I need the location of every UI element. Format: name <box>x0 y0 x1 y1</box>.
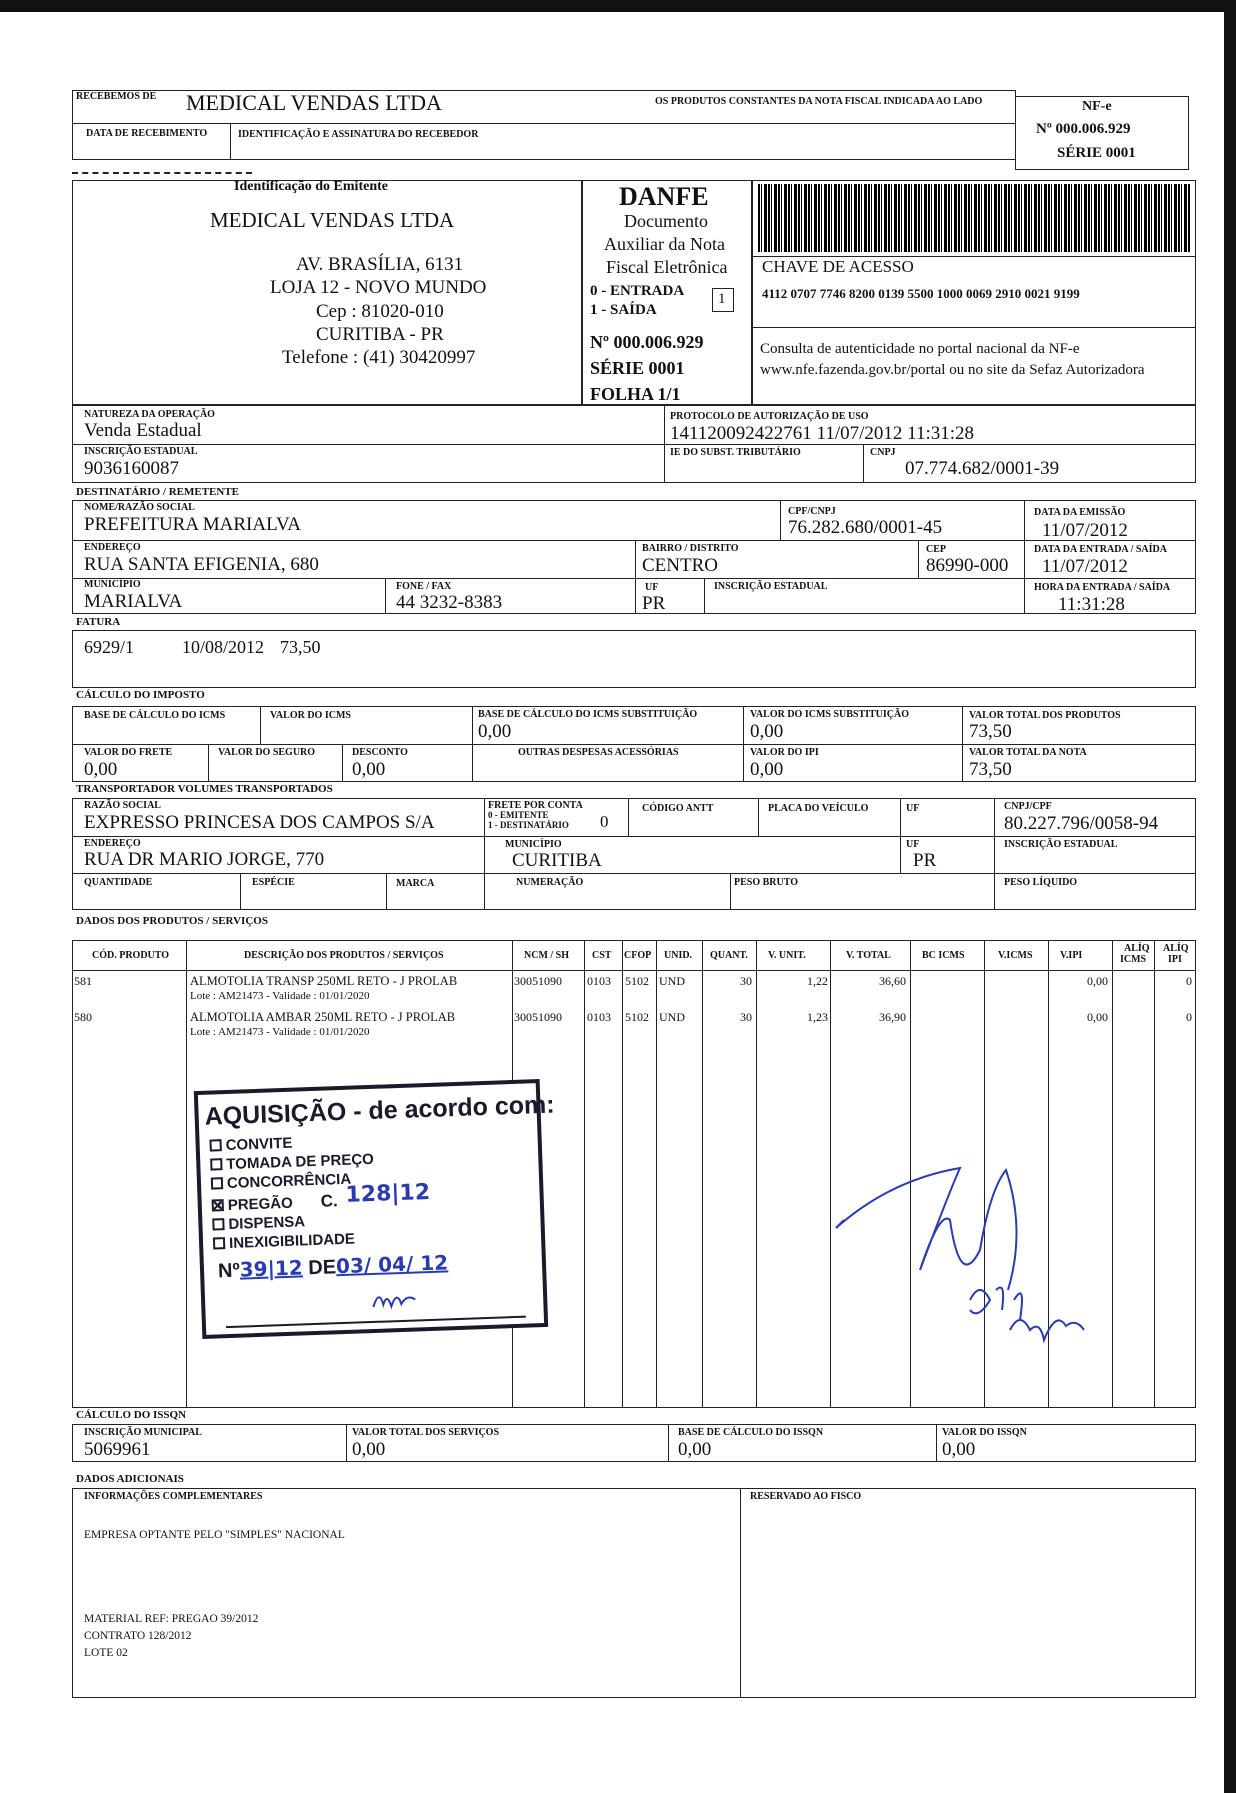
trans-cnpj-label: CNPJ/CPF <box>1004 801 1052 812</box>
frete: 0,00 <box>84 759 118 780</box>
emitente-header: Identificação do Emitente <box>234 179 388 194</box>
desconto-label: DESCONTO <box>352 747 408 758</box>
issqn-serv: 0,00 <box>352 1439 386 1460</box>
emitente-complemento: LOJA 12 - NOVO MUNDO <box>270 277 487 298</box>
col-cfop: CFOP <box>624 950 652 961</box>
frete-label: VALOR DO FRETE <box>84 747 173 758</box>
danfe-serie: SÉRIE 0001 <box>590 358 685 378</box>
checkbox-icon <box>212 1218 224 1230</box>
table-row-vtotal: 36,90 <box>879 1010 906 1024</box>
dest-bairro: CENTRO <box>642 555 718 576</box>
dest-fone: 44 3232-8383 <box>396 592 503 613</box>
trans-razao: EXPRESSO PRINCESA DOS CAMPOS S/A <box>84 812 435 833</box>
bc-icms-label: BASE DE CÁLCULO DO ICMS <box>84 710 226 721</box>
col-aliq-ipi-1: ALÍQ <box>1163 943 1189 954</box>
ie-st-label: IE DO SUBST. TRIBUTÁRIO <box>670 447 801 458</box>
dest-cpf-label: CPF/CNPJ <box>788 506 836 517</box>
canhoto-emitente: MEDICAL VENDAS LTDA <box>186 90 442 115</box>
natureza-label: NATUREZA DA OPERAÇÃO <box>84 409 215 420</box>
col-aliq-ipi-2: IPI <box>1168 954 1182 965</box>
stamp-option: CONVITE <box>209 1129 428 1156</box>
table-row-cst: 0103 <box>587 1010 611 1024</box>
protocolo-value: 141120092422761 11/07/2012 11:31:28 <box>670 423 974 444</box>
col-vipi: V.IPI <box>1060 950 1083 961</box>
emitente-nome: MEDICAL VENDAS LTDA <box>210 208 455 232</box>
col-aliq-icms-1: ALÍQ <box>1124 943 1150 954</box>
dest-entrada-label: DATA DA ENTRADA / SAÍDA <box>1034 544 1167 555</box>
table-row-ncm: 30051090 <box>514 1010 562 1024</box>
bc-st: 0,00 <box>478 721 512 742</box>
canhoto-produtos-label: OS PRODUTOS CONSTANTES DA NOTA FISCAL INDICADA AO LADO <box>655 96 983 107</box>
dest-endereco-label: ENDEREÇO <box>84 542 141 553</box>
dest-cep: 86990-000 <box>926 555 1009 576</box>
transportador-section: TRANSPORTADOR VOLUMES TRANSPORTADOS <box>76 783 333 795</box>
trans-placa-label: PLACA DO VEÍCULO <box>768 803 869 814</box>
trans-especie-label: ESPÉCIE <box>252 877 295 888</box>
dest-municipio: MARIALVA <box>84 591 183 612</box>
stamp-rubric <box>371 1283 420 1313</box>
v-st: 0,00 <box>750 721 784 742</box>
adicionais-section: DADOS ADICIONAIS <box>76 1473 184 1485</box>
ipi: 0,00 <box>750 759 784 780</box>
emitente-cidade: CURITIBA - PR <box>316 324 444 345</box>
cut-line <box>72 172 252 174</box>
desconto: 0,00 <box>352 759 386 780</box>
ie-label: INSCRIÇÃO ESTADUAL <box>84 446 198 457</box>
table-row-vipi: 0,00 <box>1087 1010 1108 1024</box>
canhoto-nfe: NF-e <box>1082 99 1112 114</box>
stamp-n-value: 39|12 <box>239 1255 304 1282</box>
trans-liquido-label: PESO LÍQUIDO <box>1004 877 1078 888</box>
table-row-cod: 581 <box>74 974 92 988</box>
stamp-option: CONCORRÊNCIA <box>211 1167 430 1194</box>
imposto-section: CÁLCULO DO IMPOSTO <box>76 689 205 701</box>
table-row-vtotal: 36,60 <box>879 974 906 988</box>
checkbox-icon <box>211 1177 223 1189</box>
trans-numeracao-label: NUMERAÇÃO <box>516 877 584 888</box>
table-row-vunit: 1,22 <box>807 974 828 988</box>
bc-st-label: BASE DE CÁLCULO DO ICMS SUBSTITUIÇÃO <box>478 709 698 720</box>
info-ref2: CONTRATO 128/2012 <box>84 1630 192 1642</box>
dest-ie-label: INSCRIÇÃO ESTADUAL <box>714 581 828 592</box>
dest-endereco: RUA SANTA EFIGENIA, 680 <box>84 554 319 575</box>
cnpj-value: 07.774.682/0001-39 <box>905 458 1060 479</box>
dest-hora-label: HORA DA ENTRADA / SAÍDA <box>1034 582 1171 593</box>
table-row-vunit: 1,23 <box>807 1010 828 1024</box>
table-row-desc: ALMOTOLIA TRANSP 250ML RETO - J PROLAB <box>190 974 458 988</box>
v-prod: 73,50 <box>969 721 1012 742</box>
fatura-section: FATURA <box>76 616 121 628</box>
aquisicao-stamp <box>194 1079 556 1339</box>
dest-bairro-label: BAIRRO / DISTRITO <box>642 543 739 554</box>
scan-edge-top <box>0 0 1236 12</box>
col-vtotal: V. TOTAL <box>846 950 891 961</box>
table-row-cst: 0103 <box>587 974 611 988</box>
scan-edge-right <box>1224 0 1236 1793</box>
trans-endereco-label: ENDEREÇO <box>84 838 141 849</box>
col-aliq-icms-2: ICMS <box>1120 954 1147 965</box>
table-row-quant: 30 <box>740 974 752 988</box>
seguro-label: VALOR DO SEGURO <box>218 747 316 758</box>
v-st-label: VALOR DO ICMS SUBSTITUIÇÃO <box>750 709 910 720</box>
nota: 73,50 <box>969 759 1012 780</box>
issqn-bc-label: BASE DE CÁLCULO DO ISSQN <box>678 1427 824 1438</box>
chave-consulta1: Consulta de autenticidade no portal nacional da NF-e <box>760 341 1080 357</box>
dest-emissao-label: DATA DA EMISSÃO <box>1034 507 1126 518</box>
produtos-section: DADOS DOS PRODUTOS / SERVIÇOS <box>76 915 268 927</box>
fatura-vencimento: 10/08/2012 <box>182 637 265 657</box>
data-recebimento-label: DATA DE RECEBIMENTO <box>86 128 208 139</box>
trans-antt-label: CÓDIGO ANTT <box>642 803 714 814</box>
trans-marca-label: MARCA <box>396 878 435 889</box>
trans-razao-label: RAZÃO SOCIAL <box>84 800 161 811</box>
fatura-valor: 73,50 <box>280 637 321 657</box>
trans-municipio-label: MUNICÍPIO <box>505 839 562 850</box>
col-cod: CÓD. PRODUTO <box>92 950 170 961</box>
emitente-endereco: AV. BRASÍLIA, 6131 <box>296 254 464 275</box>
chave-consulta2: www.nfe.fazenda.gov.br/portal ou no site da Sefaz Autorizadora <box>760 362 1145 378</box>
issqn-box <box>72 1424 1196 1462</box>
danfe-entrada: 0 - ENTRADA <box>590 283 685 299</box>
issqn-im: 5069961 <box>84 1439 151 1460</box>
dest-hora: 11:31:28 <box>1058 594 1125 615</box>
trans-frete-opt0: 0 - EMITENTE <box>488 810 549 820</box>
info-ref1: MATERIAL REF: PREGAO 39/2012 <box>84 1613 259 1625</box>
dest-entrada: 11/07/2012 <box>1042 556 1128 577</box>
danfe-l1: Documento <box>624 211 708 231</box>
table-row-ncm: 30051090 <box>514 974 562 988</box>
table-row-quant: 30 <box>740 1010 752 1024</box>
trans-uf-label: UF <box>906 803 920 814</box>
stamp-signature-line <box>226 1316 526 1328</box>
trans-qtd-label: QUANTIDADE <box>84 877 153 888</box>
issqn-bc: 0,00 <box>678 1439 712 1460</box>
checkbox-icon <box>210 1158 222 1170</box>
info-simples: EMPRESA OPTANTE PELO "SIMPLES" NACIONAL <box>84 1529 345 1541</box>
emitente-telefone: Telefone : (41) 30420997 <box>282 347 476 368</box>
col-vicms: V.ICMS <box>998 950 1033 961</box>
checkbox-icon <box>209 1139 221 1151</box>
table-row-cod: 580 <box>74 1010 92 1024</box>
dest-municipio-label: MUNICÍPIO <box>84 579 141 590</box>
identificacao-recebedor-label: IDENTIFICAÇÃO E ASSINATURA DO RECEBEDOR <box>238 129 479 140</box>
table-row-unid: UND <box>659 974 685 988</box>
natureza-value: Venda Estadual <box>84 420 202 441</box>
dest-nome-label: NOME/RAZÃO SOCIAL <box>84 502 195 513</box>
danfe-saida: 1 - SAÍDA <box>590 302 657 318</box>
issqn-serv-label: VALOR TOTAL DOS SERVIÇOS <box>352 1427 500 1438</box>
emitente-cep: Cep : 81020-010 <box>316 301 444 322</box>
table-row-cfop: 5102 <box>625 974 649 988</box>
handwritten-signature <box>830 1150 1100 1370</box>
col-bcicms: BC ICMS <box>922 950 965 961</box>
dest-fone-label: FONE / FAX <box>396 581 452 592</box>
col-vunit: V. UNIT. <box>768 950 806 961</box>
stamp-c-value: 128|12 <box>345 1179 431 1208</box>
v-icms-label: VALOR DO ICMS <box>270 710 351 721</box>
canhoto-serie: SÉRIE 0001 <box>1057 145 1136 161</box>
stamp-title: AQUISIÇÃO - de acordo com: <box>204 1090 556 1131</box>
col-ncm: NCM / SH <box>524 950 569 961</box>
col-quant: QUANT. <box>710 950 748 961</box>
issqn-section: CÁLCULO DO ISSQN <box>76 1409 187 1421</box>
danfe-tipo: 1 <box>718 291 726 307</box>
stamp-option: PREGÃO C. 128|12 <box>211 1186 430 1216</box>
dest-uf: PR <box>642 593 666 614</box>
dest-emissao: 11/07/2012 <box>1042 520 1128 541</box>
table-row-lote: Lote : AM21473 - Validade : 01/01/2020 <box>190 1026 370 1038</box>
table-row-cfop: 5102 <box>625 1010 649 1024</box>
chave-value: 4112 0707 7746 8200 0139 5500 1000 0069 2910 0021 9199 <box>762 286 1080 301</box>
dest-cpf: 76.282.680/0001-45 <box>788 517 943 538</box>
trans-ie-label: INSCRIÇÃO ESTADUAL <box>1004 839 1118 850</box>
stamp-data-value: 03/ 04/ 12 <box>335 1250 449 1279</box>
issqn-v: 0,00 <box>942 1439 976 1460</box>
trans-cnpj: 80.227.796/0058-94 <box>1004 813 1159 834</box>
v-prod-label: VALOR TOTAL DOS PRODUTOS <box>969 710 1121 721</box>
issqn-im-label: INSCRIÇÃO MUNICIPAL <box>84 1427 202 1438</box>
recebemos-label: RECEBEMOS DE <box>76 91 157 102</box>
dest-uf-label: UF <box>645 582 659 593</box>
dest-nome: PREFEITURA MARIALVA <box>84 514 301 535</box>
table-row-desc: ALMOTOLIA AMBAR 250ML RETO - J PROLAB <box>190 1010 456 1024</box>
stamp-options <box>209 1129 432 1254</box>
protocolo-label: PROTOCOLO DE AUTORIZAÇÃO DE USO <box>670 411 869 422</box>
col-unid: UNID. <box>664 950 693 961</box>
issqn-v-label: VALOR DO ISSQN <box>942 1427 1027 1438</box>
table-row-lote: Lote : AM21473 - Validade : 01/01/2020 <box>190 990 370 1002</box>
chave-label: CHAVE DE ACESSO <box>762 257 914 276</box>
fisco-label: RESERVADO AO FISCO <box>750 1491 862 1502</box>
destinatario-section: DESTINATÁRIO / REMETENTE <box>76 486 239 498</box>
dest-cep-label: CEP <box>926 544 946 555</box>
trans-frete-opt1: 1 - DESTINATÁRIO <box>488 820 569 830</box>
ie-value: 9036160087 <box>84 458 179 479</box>
trans-bruto-label: PESO BRUTO <box>734 877 798 888</box>
table-row-vipi: 0,00 <box>1087 974 1108 988</box>
danfe-l2: Auxiliar da Nota <box>604 234 725 254</box>
trans-frete: 0 <box>600 812 609 831</box>
stamp-option: TOMADA DE PREÇO <box>210 1148 429 1175</box>
outras-label: OUTRAS DESPESAS ACESSÓRIAS <box>518 747 679 758</box>
info-ref3: LOTE 02 <box>84 1647 128 1659</box>
trans-municipio: CURITIBA <box>512 850 602 871</box>
canhoto-numero: Nº 000.006.929 <box>1036 121 1131 137</box>
danfe-l3: Fiscal Eletrônica <box>606 257 728 277</box>
cnpj-label: CNPJ <box>870 447 896 458</box>
trans-uf2-label: UF <box>906 839 920 850</box>
danfe-title: DANFE <box>619 182 709 211</box>
col-desc: DESCRIÇÃO DOS PRODUTOS / SERVIÇOS <box>244 950 444 961</box>
stamp-option: INEXIGIBILIDADE <box>213 1227 432 1254</box>
danfe-numero: Nº 000.006.929 <box>590 332 704 352</box>
trans-frete-label: FRETE POR CONTA <box>488 800 583 811</box>
table-row-aliq-ipi: 0 <box>1186 974 1192 988</box>
trans-uf2: PR <box>913 850 937 871</box>
checkbox-icon <box>213 1237 225 1249</box>
danfe-folha: FOLHA 1/1 <box>590 384 681 404</box>
fatura-numero: 6929/1 <box>84 637 135 657</box>
info-label: INFORMAÇÕES COMPLEMENTARES <box>84 1491 263 1502</box>
nota-label: VALOR TOTAL DA NOTA <box>969 747 1087 758</box>
table-row-unid: UND <box>659 1010 685 1024</box>
col-cst: CST <box>592 950 612 961</box>
stamp-option: DISPENSA <box>212 1208 431 1235</box>
stamp-numero-line: Nº39|12 DE03/ 04/ 12 <box>217 1250 449 1283</box>
adicionais-box <box>72 1488 1196 1698</box>
ipi-label: VALOR DO IPI <box>750 747 819 758</box>
checkbox-checked-icon <box>212 1199 224 1211</box>
table-row-aliq-ipi: 0 <box>1186 1010 1192 1024</box>
barcode <box>758 184 1190 252</box>
trans-endereco: RUA DR MARIO JORGE, 770 <box>84 849 325 870</box>
